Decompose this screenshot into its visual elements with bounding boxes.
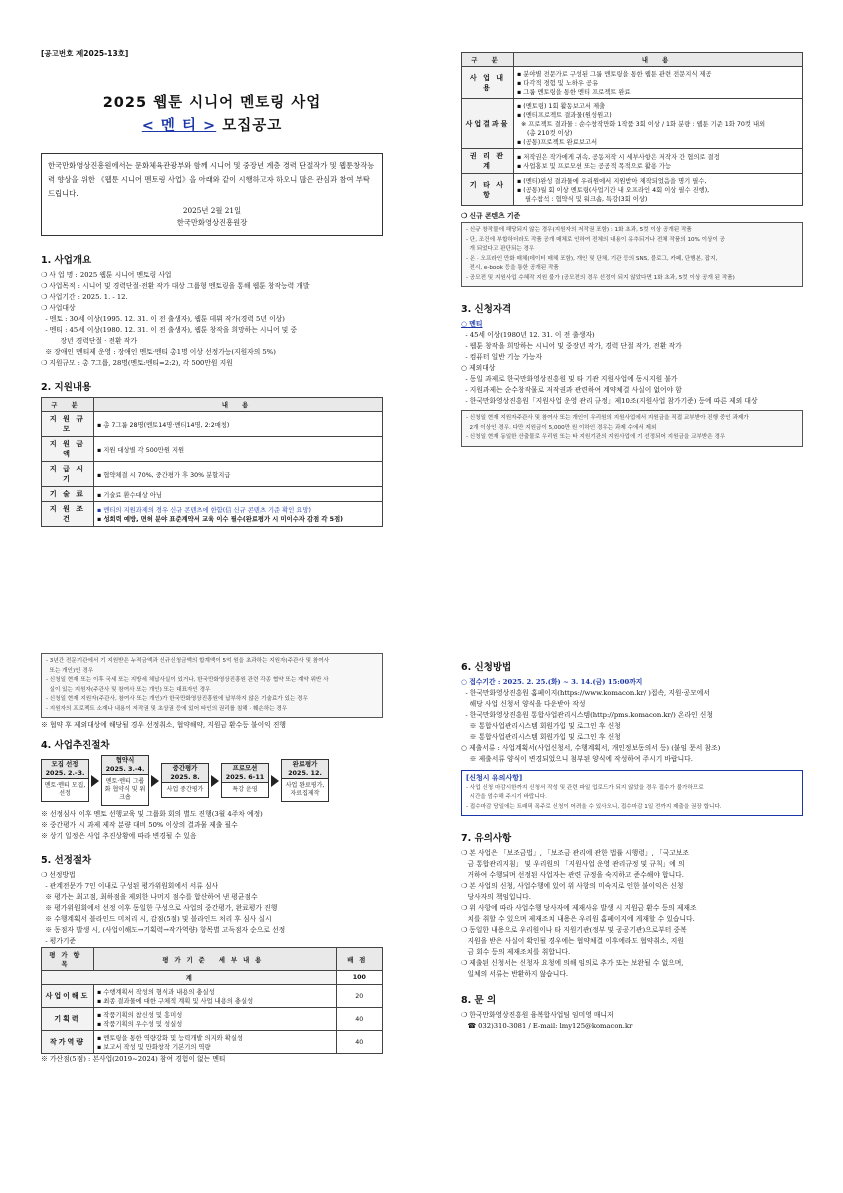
bonus-note: ※ 가산점(5점) : 본사업(2019~2024) 참여 경험이 없는 멘티 bbox=[41, 1055, 226, 1063]
process-stage bbox=[161, 763, 209, 798]
process-stage bbox=[281, 759, 329, 802]
arrow-icon bbox=[211, 775, 219, 787]
section-2-title: 2. 지원내용 bbox=[41, 382, 92, 393]
row-key: 사업결과물 bbox=[462, 99, 514, 149]
text-line: ※ 통합사업관리시스템 회원가입 및 로그인 후 신청 bbox=[461, 722, 621, 730]
application-period: ○ 접수기간 : 2025. 2. 25.(화) ~ 3. 14.(금) 15:00까지 bbox=[461, 678, 643, 686]
row-line: ▪ 저작권은 작가에게 귀속, 공동저작 시 세부사항은 저작자 간 협의로 결정 bbox=[517, 154, 720, 161]
stage-header bbox=[102, 756, 148, 775]
section-5-lines bbox=[41, 870, 383, 947]
text-line: - 공모전 및 지원사업 수혜작 지원 불가 (공모전의 경우 선정이 되지 않았다면 1화 초과, 5컷 이상 공개 된 작품) bbox=[466, 274, 735, 281]
process-stage bbox=[221, 763, 269, 798]
page-bottom bbox=[0, 597, 843, 1193]
process-notes bbox=[41, 809, 383, 842]
table-row bbox=[462, 149, 803, 174]
text-line: - 신규 창작물에 해당되지 않는 경우(지원자의 저작권 포함) : 1화 초과, 5컷 이상 공개된 작품 bbox=[466, 227, 692, 233]
stage-date: 2025. 3.-4. bbox=[105, 765, 145, 773]
text-line: ※ 평가는 최고점, 최하점을 제외한 나머지 점수를 합산하여 낸 평균점수 bbox=[41, 893, 258, 901]
text-line: - 신청일 현재 지원자(주관사, 참여사 또는 개인)가 한국만화영상진흥원에 납부하지 않은 기술료가 있는 경우 bbox=[46, 696, 308, 702]
text-line: - 한국만화영상진흥원 통합사업관리시스템(http://pms.komacon.kr/) 온라인 신청 bbox=[461, 711, 713, 719]
eval-line: ▪ 보고서 작성 및 만화창작 기본기의 역량 bbox=[97, 1044, 211, 1051]
text-line: ❍ 제출된 신청서는 신청자 요청에 의해 임의로 추가 또는 보완될 수 없으며, bbox=[461, 959, 684, 967]
eval-col-score: 배점 bbox=[336, 948, 382, 971]
new-content-box bbox=[461, 222, 803, 287]
text-line: ❍ 지원규모 : 총 7그룹, 28명(멘토:멘티=2:2), 각 500만원 지원 bbox=[41, 359, 233, 367]
section-1-lines bbox=[41, 270, 383, 369]
table-row bbox=[462, 99, 803, 149]
text-line: 개 되었다고 판단되는 경우 bbox=[466, 246, 535, 252]
table-row bbox=[462, 67, 803, 99]
section-8-lines bbox=[461, 1010, 803, 1032]
exclusion-box-cont bbox=[41, 653, 383, 718]
stage-header bbox=[162, 764, 208, 783]
new-content-title: ❍ 신규 콘텐츠 기준 bbox=[461, 212, 521, 220]
text-line: ※ 평가위원회에서 선정 이후 동일한 구성으로 사업의 중간평가, 완료평가 진행 bbox=[41, 904, 278, 912]
text-line: ❍ 사업대상 bbox=[41, 304, 76, 312]
section-6-lines bbox=[461, 688, 803, 765]
section-4-title: 4. 사업추진절차 bbox=[41, 740, 110, 751]
row-line: ※ 프로젝트 결과물 : 순수창작만화 1작품 3회 이상 / 1화 분량 : 웹툰 기준 1화 70컷 내외 bbox=[517, 121, 766, 128]
section-5-title: 5. 선정절차 bbox=[41, 855, 92, 866]
row-key: 지 원 조 건 bbox=[42, 502, 94, 527]
row-line: ▪ 사업홍보 및 프로모션 또는 공공적 목적으로 활용 가능 bbox=[517, 163, 672, 170]
row-value: ▪ 협약체결 시 70%, 중간평가 후 30% 분할지급 bbox=[94, 462, 383, 487]
row-value: ▪ 총 7그룹 28명(멘토14명·멘티14명, 2:2매칭) bbox=[94, 412, 383, 437]
caution-lines bbox=[466, 784, 798, 813]
text-line: ❍ 사 업 명 : 2025 웹툰 시니어 멘토링 사업 bbox=[41, 271, 172, 279]
stage-title: 중간평가 bbox=[172, 764, 198, 772]
process-stage bbox=[41, 759, 89, 802]
text-line: - 45세 이상(1980년 12. 31. 이 전 출생자) bbox=[461, 331, 595, 339]
eval-detail bbox=[94, 1031, 337, 1054]
text-line: 장년 경력단절 · 전환 작가 bbox=[41, 337, 137, 345]
text-line: ※ 중간평가 시 과제 제작 분량 대비 50% 이상의 결과물 제출 필수 bbox=[41, 821, 238, 829]
text-line: ❍ 사업목적 : 시니어 및 경력단절·전환 작가 대상 그룹형 멘토링을 통해 웹툰 창작능력 개발 bbox=[41, 282, 310, 290]
eval-item: 작가역량 bbox=[42, 1031, 94, 1054]
text-line: - 신청일 현재 동일한 산출물로 우리원 또는 타 지원기관의 지원사업에 기 선정되어 지원금을 교부받은 경우 bbox=[466, 434, 726, 440]
arrow-icon bbox=[91, 775, 99, 787]
text-line: ❍ 본 사업은 「보조금법」, 「보조금 관리에 관한 법률 시행령」, 「국고보조 bbox=[461, 849, 689, 857]
condition-1: ▪ 멘티의 지원과제의 경우 신규 콘텐츠에 한함(信 신규 콘텐츠 기준 확인 요망) bbox=[97, 507, 311, 514]
arrow-icon bbox=[271, 775, 279, 787]
eval-col-item: 평가항목 bbox=[42, 948, 94, 971]
row-key: 지 급 시 기 bbox=[42, 462, 94, 487]
table-row bbox=[42, 1031, 383, 1054]
row-key: 사 업 내 용 bbox=[462, 67, 514, 99]
text-line: - 평가기준 bbox=[41, 937, 77, 945]
row-key: 권 리 관 계 bbox=[462, 149, 514, 174]
text-line: ○ 제출서류 : 사업계획서(사업신청서, 수행계획서, 개인정보동의서 등) (붙임 문서 참조) bbox=[461, 744, 721, 752]
section-1-title: 1. 사업개요 bbox=[41, 255, 92, 266]
row-line: ▪ (멘티프로젝트 결과물(원성원고) bbox=[517, 112, 612, 119]
text-line: 치를 취할 수 있으며 제재조치 내용은 우리원 홈페이지에 게재할 수 있습니다. bbox=[461, 915, 695, 923]
text-line: - 컴퓨터 일반 기능 가능자 bbox=[461, 353, 542, 361]
section-7-title: 7. 유의사항 bbox=[461, 833, 512, 844]
row-line: ▪ (공통)월 회 이상 멘토링(사업기간 내 오프라인 4회 이상 필수 진행), bbox=[517, 187, 710, 194]
eval-total-label: 계 bbox=[42, 971, 337, 985]
text-line: ※ 상기 일정은 사업 추진상황에 따라 변경될 수 있음 bbox=[41, 832, 197, 840]
support-table bbox=[41, 397, 383, 527]
text-line: - 사업 신청 마감시한까지 신청서 작성 및 관련 파일 업로드가 되지 않았을 경우 접수가 불가하므로 bbox=[466, 784, 704, 791]
row-key: 기 타 사 항 bbox=[462, 174, 514, 206]
section-3-title: 3. 신청자격 bbox=[461, 304, 512, 315]
stage-date: 2025. 6-11 bbox=[225, 773, 265, 781]
condition-2: ▪ 성희력 예방, 면허 분야 표준계약서 교육 이수 필수(완료평가 시 미이수자 감점 각 5점) bbox=[97, 516, 344, 523]
eval-score: 40 bbox=[336, 1008, 382, 1031]
eval-line: ▪ 작품기획의 참신성 및 흥미성 bbox=[97, 1012, 183, 1019]
right-column-top bbox=[461, 52, 803, 447]
text-line: - 한국만화영상진흥원「지원사업 운영 관리 규정」제10조(지원사업 참가기준) 등에 따른 제외 대상 bbox=[461, 397, 758, 405]
program-table bbox=[461, 52, 803, 206]
col-header-content: 내 용 bbox=[514, 53, 803, 67]
text-line: ❍ 선정방법 bbox=[41, 871, 76, 879]
row-value bbox=[514, 67, 803, 99]
subtitle-rest: 모집공고 bbox=[216, 118, 283, 134]
mentee-subtitle: ○ 멘티 bbox=[461, 320, 483, 328]
evaluation-table bbox=[41, 947, 383, 1054]
text-line: ○ 제외대상 bbox=[461, 364, 496, 372]
text-line: 일체의 서류는 반환하지 않습니다. bbox=[461, 970, 569, 978]
caution-box bbox=[461, 770, 803, 816]
stage-body: 사업 완료평가, 자료집제작 bbox=[285, 782, 325, 797]
page-top bbox=[0, 0, 843, 596]
eval-score: 20 bbox=[336, 985, 382, 1008]
intro-date: 2025년 2월 21일 bbox=[182, 206, 242, 215]
text-line: - 동일 과제로 한국만화영상진흥원 및 타 기관 지원사업에 동시지원 불가 bbox=[461, 375, 678, 383]
row-line: 필수참석 : 협약식 및 워크숍, 특강(3회 이상) bbox=[517, 196, 648, 203]
stage-header bbox=[282, 760, 328, 779]
col-header-category: 구 분 bbox=[42, 398, 94, 412]
mentee-label: < 멘 티 > bbox=[141, 118, 217, 134]
text-line: 거하여 수행되며 선정된 사업자는 관련 규정을 숙지하고 준수해야 합니다. bbox=[461, 871, 684, 879]
eval-line: ▪ 수행계획서 작성의 형식과 내용의 충실성 bbox=[97, 989, 215, 996]
text-line: - 신청일 현재 지원자주관사 및 참여사 또는 개인이 우리원의 지원사업에서 지원금을 직접 교부받아 진행 중인 과제가 bbox=[466, 415, 749, 421]
process-stage bbox=[101, 755, 149, 806]
text-line: ※ 장애인 멘티제 운영 : 장애인 멘토·멘티 총1명 이상 선정가능(지원자의 5%) bbox=[41, 348, 276, 356]
table-row bbox=[42, 437, 383, 462]
row-line: ▪ (멘토링) 1회 활동보고서 제출 bbox=[517, 103, 606, 110]
eval-detail bbox=[94, 985, 337, 1008]
row-line: (총 210컷 이상) bbox=[517, 130, 573, 137]
page-subtitle bbox=[41, 114, 383, 135]
eval-score: 40 bbox=[336, 1031, 382, 1054]
text-line: - 지원자의 프로젝트 소재나 내용이 저작권 및 초상권 등에 있어 타인의 권리를 침해 · 훼손하는 경우 bbox=[46, 705, 288, 712]
table-row bbox=[42, 985, 383, 1008]
stage-body: 멘토·멘티 그룹화 협약식 및 워크숍 bbox=[104, 778, 146, 801]
table-row bbox=[42, 462, 383, 487]
stage-title: 완료평가 bbox=[292, 760, 318, 768]
stage-header bbox=[42, 760, 88, 779]
text-line: 당사자의 책임입니다. bbox=[461, 893, 531, 901]
page-title: 2025 웹툰 시니어 멘토링 사업 bbox=[102, 95, 322, 111]
left-column-top bbox=[41, 48, 383, 527]
eval-line: ▪ 작품기획의 우수성 및 성실성 bbox=[97, 1021, 183, 1028]
text-line: - 3년간 전문기관에서 기 지원받은 누적금액과 신규신청금액의 합계액이 5억 원을 초과하는 지원자(주관사 및 참여사 bbox=[46, 658, 329, 664]
table-row bbox=[42, 412, 383, 437]
row-value bbox=[514, 149, 803, 174]
col-header-content: 내 용 bbox=[94, 398, 383, 412]
text-line: ❍ 본 사업의 신청, 사업수행에 있어 위 사항의 미숙지로 인한 불이익은 신청 bbox=[461, 882, 684, 890]
section-8-title: 8. 문 의 bbox=[461, 995, 497, 1006]
row-line: ▪ (멘티)완성 결과물에 우리원에서 지원받아 제작되었음을 명기 필수, bbox=[517, 178, 707, 185]
stage-date: 2025. 8. bbox=[170, 773, 200, 781]
row-value: ▪ 지원 대상별 각 500만원 지원 bbox=[94, 437, 383, 462]
text-line: 금 통합관리지침」 및 우리원의 「지원사업 운영 관리규정 및 규칙」에 의 bbox=[461, 860, 685, 868]
text-line: - 멘토 : 30세 이상(1995. 12. 31. 이 전 출생자), 웹툰 데뷔 작가(경력 5년 이상) bbox=[41, 315, 285, 323]
row-value bbox=[514, 99, 803, 149]
eval-col-detail: 평가기준 세부내용 bbox=[94, 948, 337, 971]
text-line: - 단, 조건에 부합하더라도 작품 공개 매체로 인하여 전체의 내용이 유추되거나 전체 작품의 10% 이상이 공 bbox=[466, 236, 726, 243]
row-line: ▪ 그룹 멘토링을 통한 멘티 프로젝트 완료 bbox=[517, 89, 631, 96]
notice-number: [공고번호 제2025-13호] bbox=[41, 49, 129, 58]
text-line: 해당 사업 신청서 양식을 다운받아 작성 bbox=[461, 700, 586, 708]
exclusion-box bbox=[461, 410, 803, 447]
caution-title: [신청시 유의사항] bbox=[466, 774, 523, 782]
text-line: ※ 동점자 발생 시, (사업이해도→기획력→작가역량) 항목별 고득점자 순으로 선정 bbox=[41, 926, 286, 934]
eval-total-score: 100 bbox=[336, 971, 382, 985]
text-line: - 멘티 : 45세 이상(1980. 12. 31. 이 전 출생자), 웹툰 창작을 희망하는 시니어 및 중 bbox=[41, 326, 298, 334]
left-column-bottom bbox=[41, 653, 383, 1065]
intro-text: 한국만화영상진흥원에서는 문화체육관광부와 함께 시니어 및 중장년 계층 경력 단절작가 및 웹툰창작능력 향상을 위한 《웹툰 시니어 멘토링 사업》을 아래와 같이 시행하고자 하오니 많은 관심과 참여 부탁드립니다. bbox=[48, 161, 375, 198]
stage-title: 프로모션 bbox=[232, 764, 258, 772]
stage-body: 사업 중간평가 bbox=[166, 786, 204, 793]
table-row bbox=[462, 174, 803, 206]
text-line: 전시, e-book 등을 통한 공개된 작품 bbox=[466, 265, 559, 271]
row-line: ▪ 다각적 경험 및 노하우 공유 bbox=[517, 80, 599, 87]
intro-org: 한국만화영상진흥원장 bbox=[176, 218, 248, 227]
arrow-icon bbox=[151, 775, 159, 787]
text-line: ※ 통합사업관리시스템 회원가입 및 로그인 후 신청 bbox=[461, 733, 621, 741]
col-header-category: 구 분 bbox=[462, 53, 514, 67]
text-line: 또는 개인)인 경우 bbox=[46, 667, 94, 674]
text-line: - 신청일 현재 또는 이후 국세 또는 지방세 체납사실이 있거나, 한국만화영상진흥원 관련 각종 협약 또는 계약 위반 사 bbox=[46, 677, 329, 683]
row-value bbox=[514, 174, 803, 206]
text-line: - 지원과제는 순수창작물로 저작권과 관련하여 계약체결 사실이 없어야 함 bbox=[461, 386, 682, 394]
table-row bbox=[42, 487, 383, 502]
right-column-bottom bbox=[461, 653, 803, 1032]
text-line: - 한국만화영상진흥원 홈페이지(https://www.komacon.kr/ )접속, 지원·공모에서 bbox=[461, 689, 710, 697]
stage-date: 2025. 12. bbox=[288, 769, 322, 777]
table-row bbox=[42, 502, 383, 527]
section-3-lines bbox=[461, 330, 803, 407]
section-6-title: 6. 신청방법 bbox=[461, 662, 512, 673]
text-line: ❍ 한국만화영상진흥원 융복합사업팀 임미영 매니저 bbox=[461, 1011, 614, 1019]
text-line: 실이 있는 지원자(주관사 및 참여사 또는 개인) 또는 대표자인 경우 bbox=[46, 686, 211, 693]
stage-date: 2025. 2.-3. bbox=[45, 769, 85, 777]
text-line: ☎ 032)310-3081 / E-mail: lmy125@komacon.kr bbox=[461, 1022, 633, 1030]
text-line: - 웹툰 창작을 희망하는 시니어 및 중장년 작가, 경력 단절 작가, 전환 작가 bbox=[461, 342, 682, 350]
eval-item: 기획력 bbox=[42, 1008, 94, 1031]
text-line: - 온 · 오프라인 만화 매체(데이터 매체 포함), 개인 및 단체, 기관 등의 SNS, 블로그, 카페, 단행본, 잡지, bbox=[466, 255, 718, 262]
agreement-note: ※ 협약 후 제외대상에 해당될 경우 선정취소, 협약해약, 지원금 환수등 불이익 진행 bbox=[41, 721, 286, 729]
eval-detail bbox=[94, 1008, 337, 1031]
eval-item: 사업이해도 bbox=[42, 985, 94, 1008]
row-value: ▪ 기술료 환수대상 아님 bbox=[94, 487, 383, 502]
eval-line: ▪ 멘토링을 통한 역량강화 및 능력개발 의지와 확실성 bbox=[97, 1035, 244, 1042]
stage-title: 협약식 bbox=[115, 756, 135, 764]
text-line: ※ 제출서류 양식이 변경되었으니 첨부된 양식에 작성하여 주시기 바랍니다. bbox=[461, 755, 693, 763]
eval-line: ▪ 최종 결과물에 대한 구체적 계획 및 사업 내용의 충실성 bbox=[97, 998, 254, 1005]
row-line: ▪ 분야별 전문가로 구성된 그룹 멘토링을 통한 웹툰 관련 전문지식 제공 bbox=[517, 71, 712, 78]
stage-body: 특강 운영 bbox=[232, 786, 258, 793]
row-line: ▪ (공통)프로젝트 완료보고서 bbox=[517, 139, 598, 146]
intro-box bbox=[41, 153, 383, 236]
row-key: 지 원 금 액 bbox=[42, 437, 94, 462]
row-key: 지 원 규 모 bbox=[42, 412, 94, 437]
row-key: 기 술 료 bbox=[42, 487, 94, 502]
text-line: 2개 이상인 경우. 다만 지원금이 5,000만 원 이하인 경우는 과제 수에서 제외 bbox=[466, 424, 657, 431]
process-flow bbox=[41, 755, 383, 806]
text-line: 지원을 받은 사실이 확인될 경우에는 협약체결 이후에라도 협약취소, 지원 bbox=[461, 937, 684, 945]
text-line: ❍ 동일한 내용으로 우리원이나 타 지원기관(정부 및 공공기관)으로부터 중복 bbox=[461, 926, 687, 934]
stage-header bbox=[222, 764, 268, 783]
stage-body: 멘토·멘티 모집,선정 bbox=[44, 782, 86, 797]
text-line: ※ 수행계획서 블라인드 미처리 시, 감점(5점) 및 블라인드 처리 후 심사 실시 bbox=[41, 915, 272, 923]
text-line: 시간을 엄수해 주시기 바랍니다. bbox=[466, 794, 547, 800]
text-line: ❍ 위 사항에 따라 사업수행 당사자에 제재사유 발생 시 지원금 환수 등의 제재조 bbox=[461, 904, 697, 912]
text-line: 금 회수 등의 제재조치를 취합니다. bbox=[461, 948, 571, 956]
text-line: - 접수마감 당일에는 트래픽 폭주로 신청이 어려울 수 있사오니, 접수마감 1일 전까지 제출을 권장 합니다. bbox=[466, 803, 722, 810]
text-line: - 관계전문가 7인 이내로 구성된 평가위원회에서 서류 심사 bbox=[41, 882, 219, 890]
row-value bbox=[94, 502, 383, 527]
table-row bbox=[42, 1008, 383, 1031]
section-7-lines bbox=[461, 848, 803, 980]
stage-title: 모집 선정 bbox=[51, 760, 79, 768]
text-line: ❍ 사업기간 : 2025. 1. - 12. bbox=[41, 293, 128, 301]
text-line: ※ 선정심사 이후 멘토 선행교육 및 그룹화 회의 별도 진행(3월 4주차 예정) bbox=[41, 810, 263, 818]
